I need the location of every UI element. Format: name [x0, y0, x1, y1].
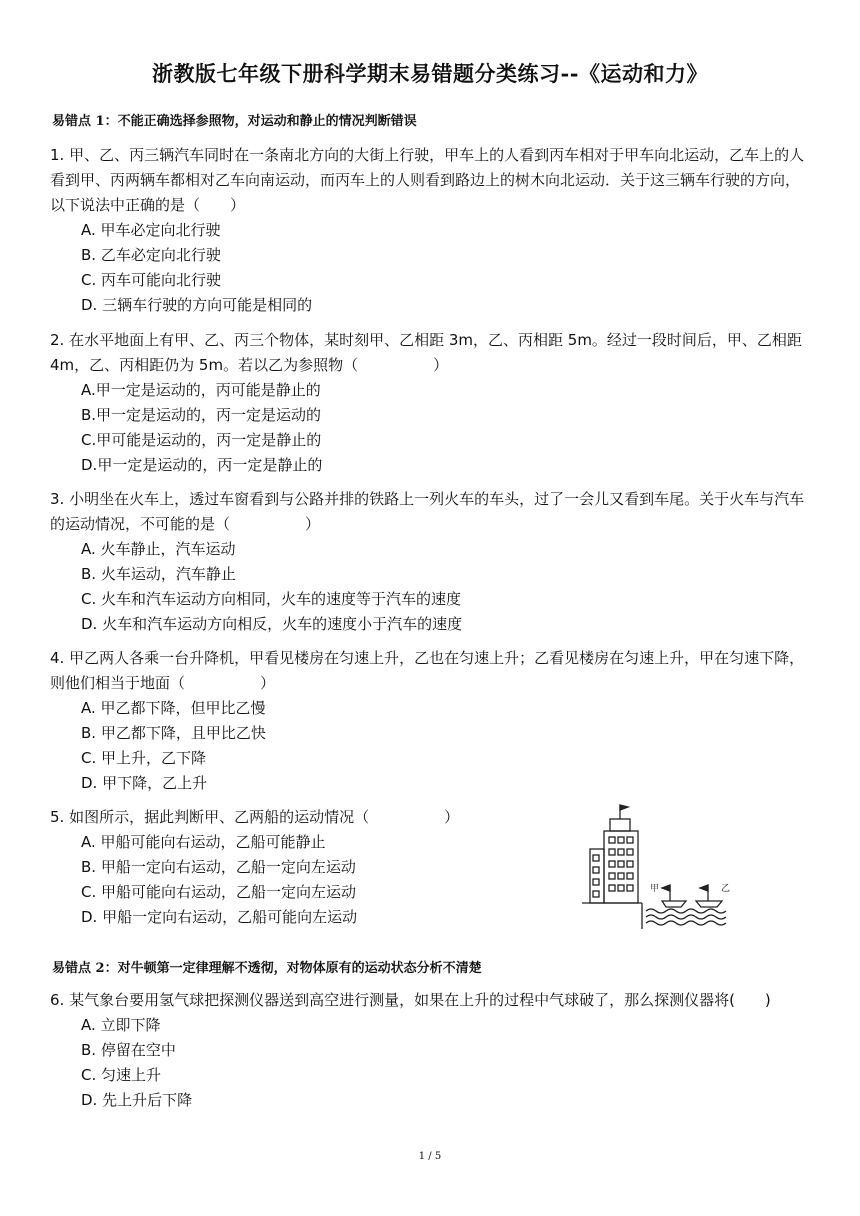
option-c: C.甲可能是运动的，丙一定是静止的: [81, 431, 322, 449]
page-title: 浙教版七年级下册科学期末易错题分类练习--《运动和力》: [152, 61, 708, 86]
option-b: B.甲一定是运动的，丙一定是运动的: [81, 406, 322, 424]
option-c: C. 甲船可能向右运动，乙船一定向左运动: [81, 883, 357, 901]
question-1: [50, 143, 812, 318]
question-stem: 4. 甲乙两人各乘一台升降机，甲看见楼房在匀速上升，乙也在匀速上升；乙看见楼房在匀速上升，甲在匀速下降，则他们相当于地面（ ）: [50, 649, 805, 692]
option-d: D. 甲下降，乙上升: [81, 774, 208, 792]
option-d: D. 三辆车行驶的方向可能是相同的: [81, 296, 313, 314]
question-stem: 2. 在水平地面上有甲、乙、丙三个物体，某时刻甲、乙相距 3m，乙、丙相距 5m。经过一段时间后，甲、乙相距 4m，乙、丙相距仍为 5m。若以乙为参照物（ ）: [50, 331, 802, 374]
building-and-boats-figure: [580, 803, 738, 929]
option-c: C. 火车和汽车运动方向相同，火车的速度等于汽车的速度: [81, 590, 462, 608]
option-b: B. 甲乙都下降，且甲比乙快: [81, 724, 266, 742]
option-c: C. 匀速上升: [81, 1066, 162, 1084]
option-b: B. 甲船一定向右运动，乙船一定向左运动: [81, 858, 356, 876]
option-a: A. 火车静止，汽车运动: [81, 540, 236, 558]
option-a: A. 立即下降: [81, 1016, 161, 1034]
section-heading-1: 易错点 1：不能正确选择参照物，对运动和静止的情况判断错误: [52, 114, 417, 129]
question-4: [50, 646, 812, 796]
option-d: D. 火车和汽车运动方向相反，火车的速度小于汽车的速度: [81, 615, 463, 633]
option-a: A. 甲船可能向右运动，乙船可能静止: [81, 833, 326, 851]
option-d: D. 甲船一定向右运动，乙船可能向左运动: [81, 908, 358, 926]
option-a: A. 甲车必定向北行驶: [81, 221, 221, 239]
option-a: A.甲一定是运动的，丙可能是静止的: [81, 381, 321, 399]
question-5: [50, 805, 570, 930]
option-b: B. 停留在空中: [81, 1041, 176, 1059]
question-stem: 6. 某气象台要用氢气球把探测仪器送到高空进行测量，如果在上升的过程中气球破了，那么探测仪器将( ): [50, 991, 771, 1009]
option-b: B. 乙车必定向北行驶: [81, 246, 221, 264]
option-d: D. 先上升后下降: [81, 1091, 193, 1109]
option-c: C. 甲上升，乙下降: [81, 749, 207, 767]
section-heading-2: 易错点 2：对牛顿第一定律理解不透彻，对物体原有的运动状态分析不清楚: [52, 961, 482, 976]
boat-jia-label: 甲: [650, 884, 660, 894]
question-2: [50, 328, 812, 478]
question-3: [50, 487, 812, 637]
page-number: 1 / 5: [418, 1151, 442, 1162]
boat-yi-label: 乙: [721, 884, 731, 894]
question-6: [50, 988, 812, 1113]
question-stem: 3. 小明坐在火车上，透过车窗看到与公路并排的铁路上一列火车的车头，过了一会儿又看到车尾。关于火车与汽车的运动情况，不可能的是（ ）: [50, 490, 805, 533]
option-b: B. 火车运动，汽车静止: [81, 565, 236, 583]
option-d: D.甲一定是运动的，丙一定是静止的: [81, 456, 323, 474]
option-c: C. 丙车可能向北行驶: [81, 271, 222, 289]
option-a: A. 甲乙都下降，但甲比乙慢: [81, 699, 266, 717]
question-stem: 1. 甲、乙、丙三辆汽车同时在一条南北方向的大街上行驶，甲车上的人看到丙车相对于甲车向北运动，乙车上的人看到甲、丙两辆车都相对乙车向南运动，而丙车上的人则看到路边上的树木向北运动．关于这三辆车行驶的方向，以下说法中正确的是（ ）: [50, 146, 805, 214]
question-stem: 5. 如图所示，据此判断甲、乙两船的运动情况（ ）: [50, 808, 460, 826]
